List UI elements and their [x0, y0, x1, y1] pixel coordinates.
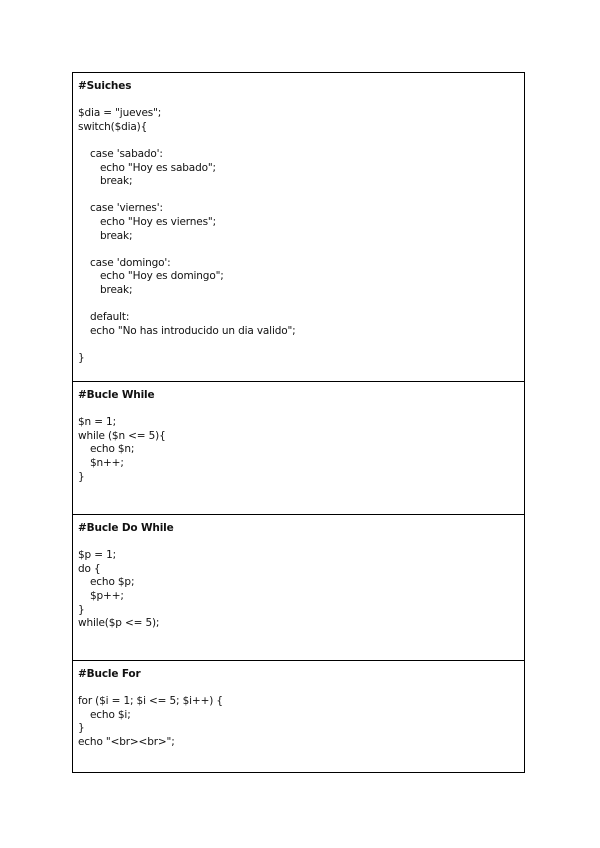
code-line: switch($dia){ — [78, 120, 148, 133]
code-line: echo "Hoy es sabado"; — [100, 161, 216, 174]
code-line: case 'viernes': — [90, 202, 163, 215]
code-line: echo $p; — [90, 576, 135, 589]
section-heading: #Bucle While — [78, 389, 155, 401]
code-line: for ($i = 1; $i <= 5; $i++) { — [78, 695, 223, 708]
code-line: case 'domingo': — [90, 256, 171, 269]
section-bucle-while — [73, 382, 524, 515]
code-block — [78, 695, 519, 749]
code-block — [78, 107, 519, 365]
code-line: break; — [100, 283, 133, 296]
section-suiches — [73, 73, 524, 382]
code-line: case 'sabado': — [90, 147, 163, 160]
code-line: $n = 1; — [78, 416, 116, 429]
code-line: } — [78, 603, 85, 616]
code-line: echo "Hoy es domingo"; — [100, 270, 224, 283]
blank-line — [78, 243, 519, 257]
blank-line — [78, 338, 519, 352]
code-line: $dia = "jueves"; — [78, 107, 162, 120]
code-block — [78, 416, 519, 484]
blank-line — [78, 298, 519, 312]
code-line: echo "Hoy es viernes"; — [100, 215, 216, 228]
code-line: } — [78, 722, 85, 735]
code-line: echo "<br><br>"; — [78, 735, 175, 748]
blank-line — [78, 189, 519, 203]
code-line: echo $i; — [90, 708, 131, 721]
blank-line — [78, 134, 519, 148]
section-bucle-for — [73, 661, 524, 772]
code-table — [72, 72, 525, 773]
section-heading: #Bucle For — [78, 668, 141, 680]
code-line: while ($n <= 5){ — [78, 429, 166, 442]
code-line: break; — [100, 229, 133, 242]
code-line: default: — [90, 311, 130, 324]
code-line: echo "No has introducido un dia valido"; — [90, 324, 296, 337]
section-heading: #Bucle Do While — [78, 522, 174, 534]
code-line: } — [78, 351, 85, 364]
code-line: $n++; — [90, 456, 124, 469]
code-line: while($p <= 5); — [78, 617, 160, 630]
code-line: echo $n; — [90, 443, 135, 456]
section-heading: #Suiches — [78, 80, 132, 92]
code-line: break; — [100, 175, 133, 188]
code-line: do { — [78, 562, 101, 575]
code-line: $p = 1; — [78, 549, 116, 562]
code-line: } — [78, 470, 85, 483]
section-bucle-do-while — [73, 515, 524, 661]
code-block — [78, 549, 519, 631]
code-line: $p++; — [90, 589, 124, 602]
